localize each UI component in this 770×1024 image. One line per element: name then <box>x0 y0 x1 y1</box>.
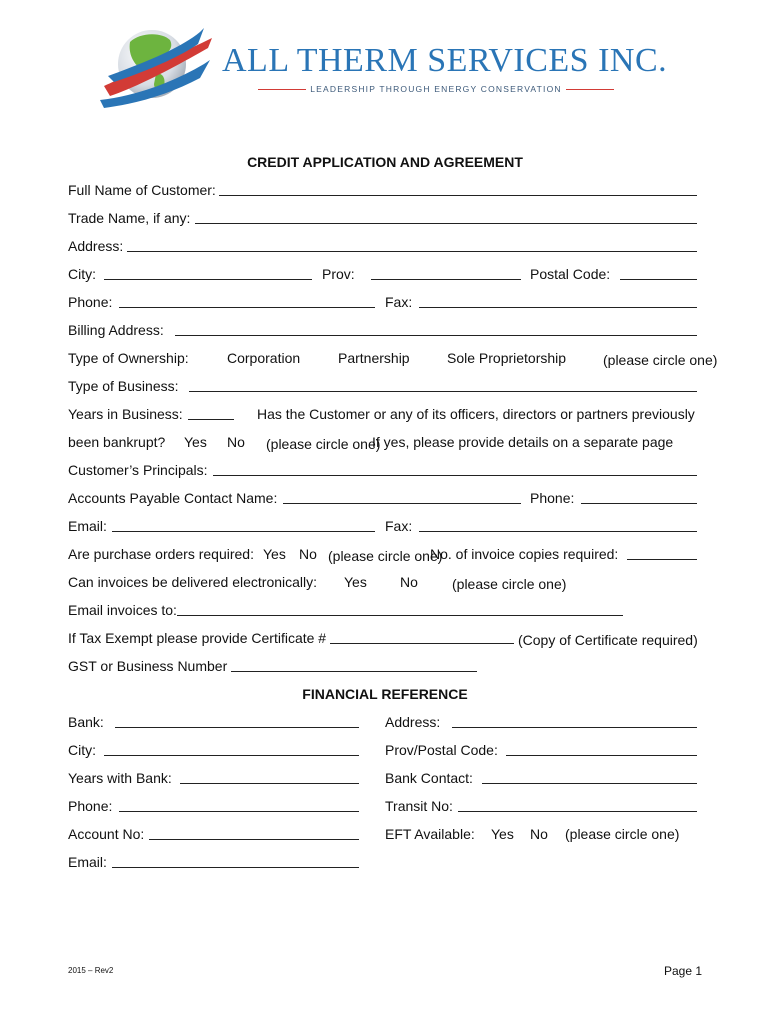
postal-code-label: Postal Code: <box>530 266 611 282</box>
ownership-label: Type of Ownership: <box>68 350 189 366</box>
po-yes-option[interactable]: Yes <box>263 546 286 562</box>
account-no-label: Account No: <box>68 826 145 842</box>
ap-contact-label: Accounts Payable Contact Name: <box>68 490 278 506</box>
prov-field[interactable] <box>371 266 521 280</box>
bankrupt-yes-option[interactable]: Yes <box>184 434 207 450</box>
business-type-field[interactable] <box>189 378 697 392</box>
bank-prov-postal-label: Prov/Postal Code: <box>385 742 498 758</box>
full-name-label: Full Name of Customer: <box>68 182 216 198</box>
postal-code-field[interactable] <box>620 266 697 280</box>
billing-address-label: Billing Address: <box>68 322 164 338</box>
bank-contact-field[interactable] <box>482 770 697 784</box>
tax-exempt-field[interactable] <box>330 630 514 644</box>
transit-no-field[interactable] <box>458 798 697 812</box>
po-circle-hint: (please circle one) <box>328 548 443 564</box>
po-no-option[interactable]: No <box>299 546 317 562</box>
tagline-rule-left <box>258 89 306 90</box>
phone-label: Phone: <box>68 294 113 310</box>
address-field[interactable] <box>127 238 697 252</box>
city-label: City: <box>68 266 96 282</box>
trade-name-label: Trade Name, if any: <box>68 210 191 226</box>
trade-name-row <box>68 210 190 226</box>
years-with-bank-label: Years with Bank: <box>68 770 172 786</box>
eft-available-label: EFT Available: <box>385 826 475 842</box>
email-invoices-label: Email invoices to: <box>68 602 177 618</box>
invoice-electronic-no-option[interactable]: No <box>400 574 418 590</box>
email-invoices-field[interactable] <box>177 602 623 616</box>
address-label: Address: <box>68 238 124 254</box>
ap-fax-label: Fax: <box>385 518 413 534</box>
tagline-text: LEADERSHIP THROUGH ENERGY CONSERVATION <box>310 84 562 94</box>
ownership-circle-hint: (please circle one) <box>603 352 718 368</box>
years-in-business-label: Years in Business: <box>68 406 183 422</box>
company-name: ALL THERM SERVICES INC. <box>222 42 668 79</box>
bank-city-field[interactable] <box>104 742 359 756</box>
bank-phone-label: Phone: <box>68 798 113 814</box>
principals-field[interactable] <box>213 462 697 476</box>
bank-phone-field[interactable] <box>119 798 359 812</box>
ap-contact-field[interactable] <box>283 490 521 504</box>
gst-number-field[interactable] <box>231 658 477 672</box>
ap-fax-field[interactable] <box>419 518 697 532</box>
invoice-copies-label: No. of invoice copies required: <box>430 546 619 562</box>
ownership-option-partnership[interactable]: Partnership <box>338 350 410 366</box>
eft-no-option[interactable]: No <box>530 826 548 842</box>
business-type-label: Type of Business: <box>68 378 179 394</box>
ap-phone-field[interactable] <box>581 490 697 504</box>
bank-city-label: City: <box>68 742 96 758</box>
bankrupt-details-note: If yes, please provide details on a separate page <box>372 434 674 450</box>
eft-circle-hint: (please circle one) <box>565 826 680 842</box>
form-title: CREDIT APPLICATION AND AGREEMENT <box>247 154 523 170</box>
email-field[interactable] <box>112 518 375 532</box>
invoice-copies-field[interactable] <box>627 546 697 560</box>
bank-field[interactable] <box>115 714 359 728</box>
ownership-option-corporation[interactable]: Corporation <box>227 350 301 366</box>
revision-label: 2015 – Rev2 <box>68 966 114 975</box>
bank-contact-label: Bank Contact: <box>385 770 473 786</box>
invoice-electronic-yes-option[interactable]: Yes <box>344 574 367 590</box>
page-number: Page 1 <box>664 964 703 978</box>
po-required-label: Are purchase orders required: <box>68 546 254 562</box>
principals-label: Customer’s Principals: <box>68 462 208 478</box>
ap-phone-label: Phone: <box>530 490 575 506</box>
transit-no-label: Transit No: <box>385 798 453 814</box>
bank-email-label: Email: <box>68 854 107 870</box>
phone-field[interactable] <box>119 294 375 308</box>
fax-label: Fax: <box>385 294 413 310</box>
bank-prov-postal-field[interactable] <box>506 742 697 756</box>
financial-reference-title: FINANCIAL REFERENCE <box>302 686 468 702</box>
invoice-electronic-circle-hint: (please circle one) <box>452 576 567 592</box>
tagline <box>258 82 614 96</box>
bank-address-field[interactable] <box>452 714 697 728</box>
tagline-rule-right <box>566 89 614 90</box>
ownership-option-sole-proprietorship[interactable]: Sole Proprietorship <box>447 350 567 366</box>
city-field[interactable] <box>104 266 312 280</box>
bank-address-label: Address: <box>385 714 441 730</box>
gst-number-label: GST or Business Number <box>68 658 228 674</box>
billing-address-field[interactable] <box>175 322 697 336</box>
eft-yes-option[interactable]: Yes <box>491 826 514 842</box>
prov-label: Prov: <box>322 266 355 282</box>
trade-name-field[interactable] <box>195 210 697 224</box>
bank-label: Bank: <box>68 714 104 730</box>
bank-email-field[interactable] <box>112 854 359 868</box>
fax-field[interactable] <box>419 294 697 308</box>
account-no-field[interactable] <box>149 826 359 840</box>
years-in-business-field[interactable] <box>188 406 234 420</box>
copy-required-note: (Copy of Certificate required) <box>518 632 698 648</box>
email-label: Email: <box>68 518 107 534</box>
bankrupt-no-option[interactable]: No <box>227 434 245 450</box>
tax-exempt-label: If Tax Exempt please provide Certificate # <box>68 630 327 646</box>
full-name-field[interactable] <box>219 182 697 196</box>
bankrupt-question-line1: Has the Customer or any of its officers, directors or partners previously <box>257 406 695 422</box>
years-with-bank-field[interactable] <box>180 770 359 784</box>
full-name-row <box>68 182 216 198</box>
bankrupt-question-line2: been bankrupt? <box>68 434 166 450</box>
invoice-electronic-label: Can invoices be delivered electronically: <box>68 574 318 590</box>
address-row <box>68 238 123 254</box>
bankrupt-circle-hint: (please circle one) <box>266 436 381 452</box>
